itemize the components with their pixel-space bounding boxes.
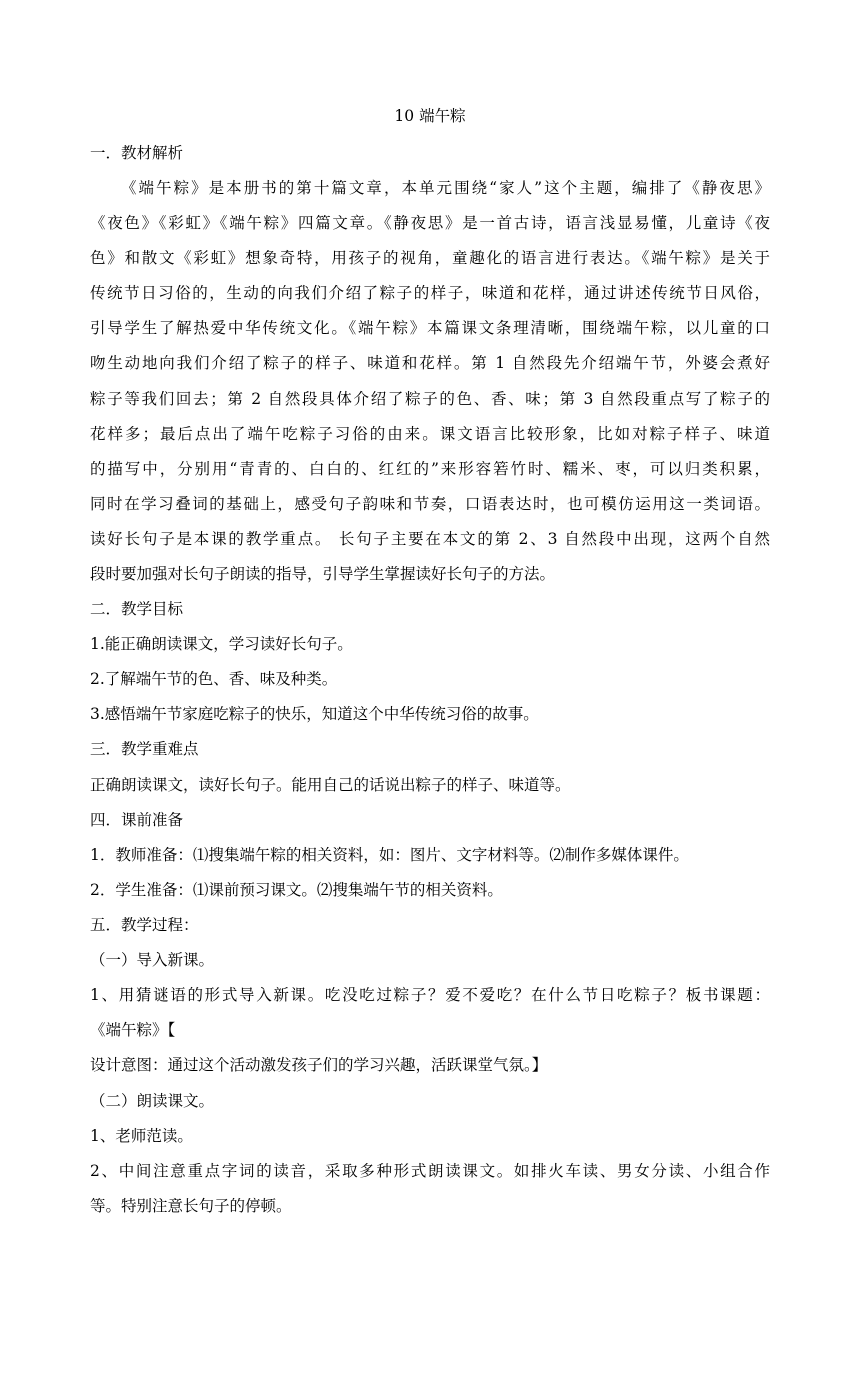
paragraph-line: 等。特别注意长句子的停顿。 — [90, 1197, 292, 1215]
paragraph-line: 段时要加强对长句子朗读的指导，引导学生掌握读好长句子的方法。 — [90, 565, 556, 583]
paragraph-line: 色》和散文《彩虹》想象奇特，用孩子的视角，童趣化的语言进行表达。《端午粽》是关于 — [90, 249, 770, 267]
section-heading-goals: 二．教学目标 — [90, 600, 184, 618]
paragraph-line: 引导学生了解热爱中华传统文化。《端午粽》本篇课文条理清晰，围绕端午粽，以儿童的口 — [90, 319, 770, 337]
section-heading-analysis: 一．教材解析 — [90, 144, 184, 162]
paragraph-line: 传统节日习俗的，生动的向我们介绍了粽子的样子，味道和花样，通过讲述传统节日风俗， — [90, 284, 770, 302]
goal-item: 3.感悟端午节家庭吃粽子的快乐，知道这个中华传统习俗的故事。 — [90, 705, 539, 723]
document-title: 10 端午粽 — [394, 107, 466, 125]
paragraph-line: 《端午粽》【 — [90, 1021, 176, 1039]
section-heading-process: 五．教学过程： — [90, 916, 199, 934]
paragraph-line: 花样多；最后点出了端午吃粽子习俗的由来。课文语言比较形象，比如对粽子样子、味道 — [90, 425, 770, 443]
paragraph-line: 1、老师范读。 — [90, 1127, 193, 1145]
subsection-heading: （二）朗读课文。 — [90, 1092, 215, 1110]
paragraph-line: 《端午粽》是本册书的第十篇文章，本单元围绕“家人”这个主题，编排了《静夜思》 — [121, 179, 770, 197]
paragraph-line: 的描写中，分别用“青青的、白白的、红红的”来形容箬竹时、糯米、枣，可以归类积累， — [90, 460, 770, 478]
section-heading-keypoints: 三．教学重难点 — [90, 740, 199, 758]
paragraph-line: 粽子等我们回去；第 2 自然段具体介绍了粽子的色、香、味；第 3 自然段重点写了粽子的 — [90, 390, 770, 408]
prep-item: 1．教师准备：⑴搜集端午粽的相关资料，如：图片、文字材料等。⑵制作多媒体课件。 — [90, 846, 689, 864]
paragraph-line: 读好长句子是本课的教学重点。 长句子主要在本文的第 2、3 自然段中出现，这两个自然 — [90, 530, 770, 548]
design-intent: 设计意图：通过这个活动激发孩子们的学习兴趣，活跃课堂气氛。】 — [90, 1056, 548, 1074]
paragraph-line: 1、用猜谜语的形式导入新课。吃没吃过粽子？爱不爱吃？在什么节日吃粽子？板书课题： — [90, 986, 770, 1004]
prep-item: 2．学生准备：⑴课前预习课文。⑵搜集端午节的相关资料。 — [90, 881, 503, 899]
paragraph-line: 吻生动地向我们介绍了粽子的样子、味道和花样。第 1 自然段先介绍端午节，外婆会煮好 — [90, 354, 770, 372]
subsection-heading: （一）导入新课。 — [90, 951, 215, 969]
paragraph-line: 同时在学习叠词的基础上，感受句子韵味和节奏，口语表达时，也可模仿运用这一类词语。 — [90, 495, 770, 513]
section-heading-prep: 四．课前准备 — [90, 811, 184, 829]
keypoints-text: 正确朗读课文，读好长句子。能用自己的话说出粽子的样子、味道等。 — [90, 776, 571, 794]
goal-item: 1.能正确朗读课文，学习读好长句子。 — [90, 635, 353, 653]
paragraph-line: 《夜色》《彩虹》《端午粽》四篇文章。《静夜思》是一首古诗，语言浅显易懂，儿童诗《夜 — [90, 214, 770, 232]
goal-item: 2.了解端午节的色、香、味及种类。 — [90, 670, 338, 688]
paragraph-line: 2、中间注意重点字词的读音，采取多种形式朗读课文。如排火车读、男女分读、小组合作 — [90, 1162, 770, 1180]
